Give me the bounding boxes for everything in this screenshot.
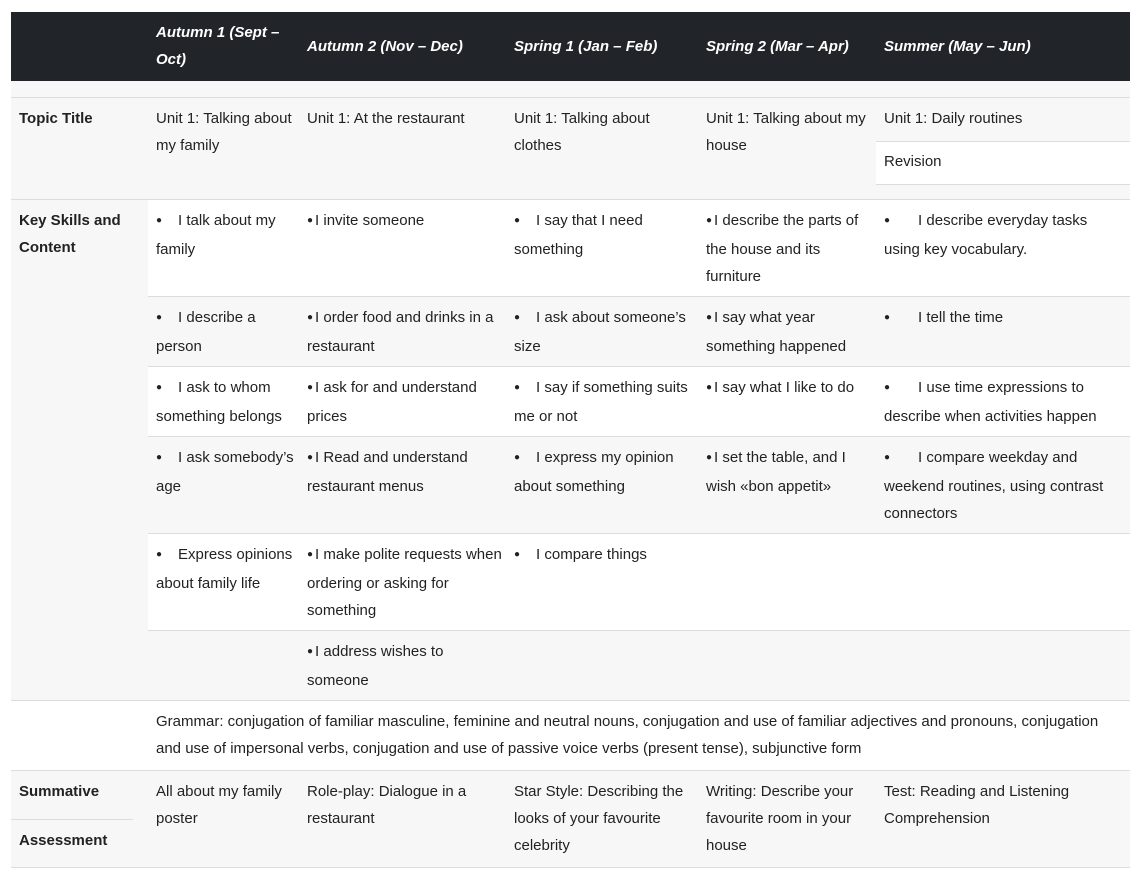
skill-spring1-1: ● I say that I need something [514,207,694,263]
skill-summer-1: ● I describe everyday tasks using key vocabulary. [884,207,1124,263]
skill-summer-3: ● I use time expressions to describe when activities happen [884,374,1124,430]
grammar-text: Grammar: conjugation of familiar masculine, feminine and neutral nouns, conjugation and use of familiar adjectives and pronouns, conjugation and use of impersonal verbs, conjugation and use of passive voice verbs (present tense), subjunctive form [156,713,1099,757]
skill-spring2-1: ● I describe the parts of the house and its furniture [706,207,878,290]
divider [11,819,133,820]
skill-spring1-3: ● I say if something suits me or not [514,374,694,430]
skill-spring1-5: ● I compare things [514,541,694,570]
spacer-row [11,81,1130,97]
topic-summer-revision: Revision [884,153,942,170]
skill-autumn1-5: ● Express opinions about family life [156,541,301,597]
skill-autumn1-4: ● I ask somebody’s age [156,444,296,500]
skill-summer-4: ● I compare weekday and weekend routines, using contrast connectors [884,444,1124,527]
header-autumn-1: Autumn 1 (Sept – Oct) [156,24,280,68]
skill-autumn1-2: ● I describe a person [156,304,296,360]
key-skills-label: Key Skills and Content [19,212,121,256]
topic-spring-2: Unit 1: Talking about my house [706,110,866,154]
header-spring-2: Spring 2 (Mar – Apr) [706,38,849,55]
skill-summer-2: ● I tell the time [884,304,1124,333]
topic-spring-1: Unit 1: Talking about clothes [514,110,650,154]
skill-autumn2-2: ● I order food and drinks in a restaurant [307,304,507,360]
assessment-autumn-1: All about my family poster [156,783,282,827]
skill-spring1-2: ● I ask about someone’s size [514,304,694,360]
skill-spring2-4: ● I set the table, and I wish «bon appetit» [706,444,878,500]
topic-summer: Unit 1: Daily routines [884,110,1023,127]
header-spring-1: Spring 1 (Jan – Feb) [514,38,658,55]
summative-label: Summative [19,783,100,800]
skill-autumn2-5: ● I make polite requests when ordering or asking for something [307,541,507,624]
assessment-spring-1: Star Style: Describing the looks of your favourite celebrity [514,783,684,854]
skill-spring2-3: ● I say what I like to do [706,374,878,403]
skill-autumn2-6: ● I address wishes to someone [307,638,507,694]
topic-title-label: Topic Title [19,110,93,127]
assessment-label: Assessment [19,832,108,849]
assessment-summer: Test: Reading and Listening Comprehension [884,783,1070,827]
header-summer: Summer (May – Jun) [884,38,1031,55]
topic-autumn-2: Unit 1: At the restaurant [307,110,465,127]
assessment-spring-2: Writing: Describe your favourite room in your house [706,783,854,854]
skill-spring2-2: ● I say what year something happened [706,304,878,360]
header-autumn-2: Autumn 2 (Nov – Dec) [307,38,463,55]
skill-autumn2-1: ● I invite someone [307,207,507,236]
skill-autumn2-3: ● I ask for and understand prices [307,374,507,430]
curriculum-table [11,12,1130,868]
skill-autumn2-4: ● I Read and understand restaurant menus [307,444,507,500]
skill-spring1-4: ● I express my opinion about something [514,444,694,500]
skills-row-6 [148,631,1130,700]
topic-autumn-1: Unit 1: Talking about my family [156,110,292,154]
skills-label-column [11,200,148,700]
assessment-autumn-2: Role-play: Dialogue in a restaurant [307,783,467,827]
divider [11,867,1130,868]
skill-autumn1-3: ● I ask to whom something belongs [156,374,296,430]
skill-autumn1-1: ● I talk about my family [156,207,296,263]
